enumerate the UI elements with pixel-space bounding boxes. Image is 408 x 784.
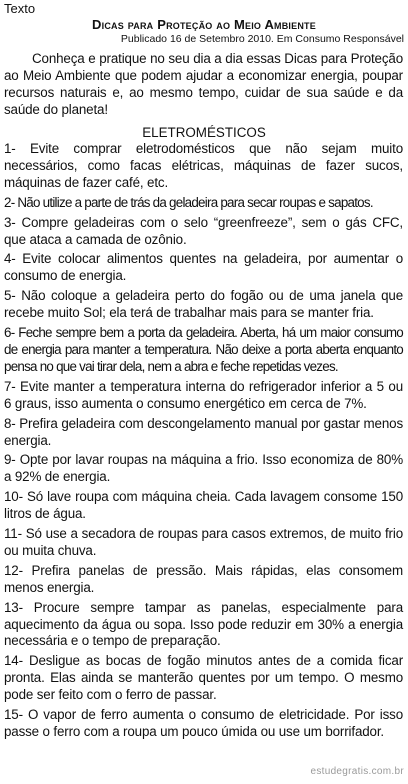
intro-paragraph: Conheça e pratique no seu dia a dia essas Dicas para Proteção ao Meio Ambiente que podem ajudar a economizar energia, poupar recursos naturais e, ao mesmo tempo, cuidar de sua saúde e da saúde do planeta! <box>4 51 403 117</box>
tip-item: 4- Evite colocar alimentos quentes na geladeira, por aumentar o consumo de energia. <box>4 251 403 284</box>
tip-item: 7- Evite manter a temperatura interna do refrigerador inferior a 5 ou 6 graus, isso aumenta o consumo energético em cerca de 7%. <box>4 378 403 411</box>
tips-list <box>4 141 403 744</box>
tip-item: 2- Não utilize a parte de trás da geladeira para secar roupas e sapatos. <box>4 194 373 210</box>
tip-item: 11- Só use a secadora de roupas para casos extremos, de muito frio ou muita chuva. <box>4 526 403 558</box>
tip-item: 15- O vapor de ferro aumenta o consumo de eletricidade. Por isso passe o ferro com a roupa um pouco úmida ou use um borrifador. <box>4 707 403 739</box>
section-title: ELETROMÉSTICOS <box>142 125 266 140</box>
tip-item: 5- Não coloque a geladeira perto do fogão ou de uma janela que recebe muito Sol; ela terá de trabalhar mais para se manter fria. <box>4 288 403 321</box>
article-title: Dicas para Proteção ao Meio Ambiente <box>92 17 316 32</box>
tip-item: 12- Prefira panelas de pressão. Mais rápidas, elas consomem menos energia. <box>4 562 403 595</box>
text-label: Texto <box>4 1 36 16</box>
source-watermark: estudegratis.com.br <box>310 766 404 777</box>
tip-item: 3- Compre geladeiras com o selo “greenfreeze”, sem o gás CFC, que ataca a camada de ozônio. <box>4 214 403 247</box>
publication-info: Publicado 16 de Setembro 2010. Em Consumo Responsável <box>120 33 404 45</box>
tip-item: 6- Feche sempre bem a porta da geladeira. Aberta, há um maior consumo de energia para manter a temperatura. Não deixe a porta aberta enquanto pensa no que vai tirar dela, nem a abra e feche repetidas vezes. <box>4 325 403 374</box>
tip-item: 10- Só lave roupa com máquina cheia. Cada lavagem consome 150 litros de água. <box>4 489 403 522</box>
tip-item: 9- Opte por lavar roupas na máquina a frio. Isso economiza de 80% a 92% de energia. <box>4 452 403 485</box>
tip-item: 1- Evite comprar eletrodomésticos que não sejam muito necessários, como facas elétricas, máquinas de fazer sucos, máquinas de fazer café, etc. <box>4 141 403 190</box>
tip-item: 14- Desligue as bocas de fogão minutos antes de a comida ficar pronta. Elas ainda se manterão quentes por um tempo. O mesmo pode ser feito com o ferro de passar. <box>4 653 403 703</box>
tip-item: 8- Prefira geladeira com descongelamento manual por gastar menos energia. <box>4 415 403 448</box>
tip-item: 13- Procure sempre tampar as panelas, especialmente para aquecimento da água ou sopa. Isso pode reduzir em 30% a energia necessária e o tempo de preparação. <box>4 599 403 649</box>
